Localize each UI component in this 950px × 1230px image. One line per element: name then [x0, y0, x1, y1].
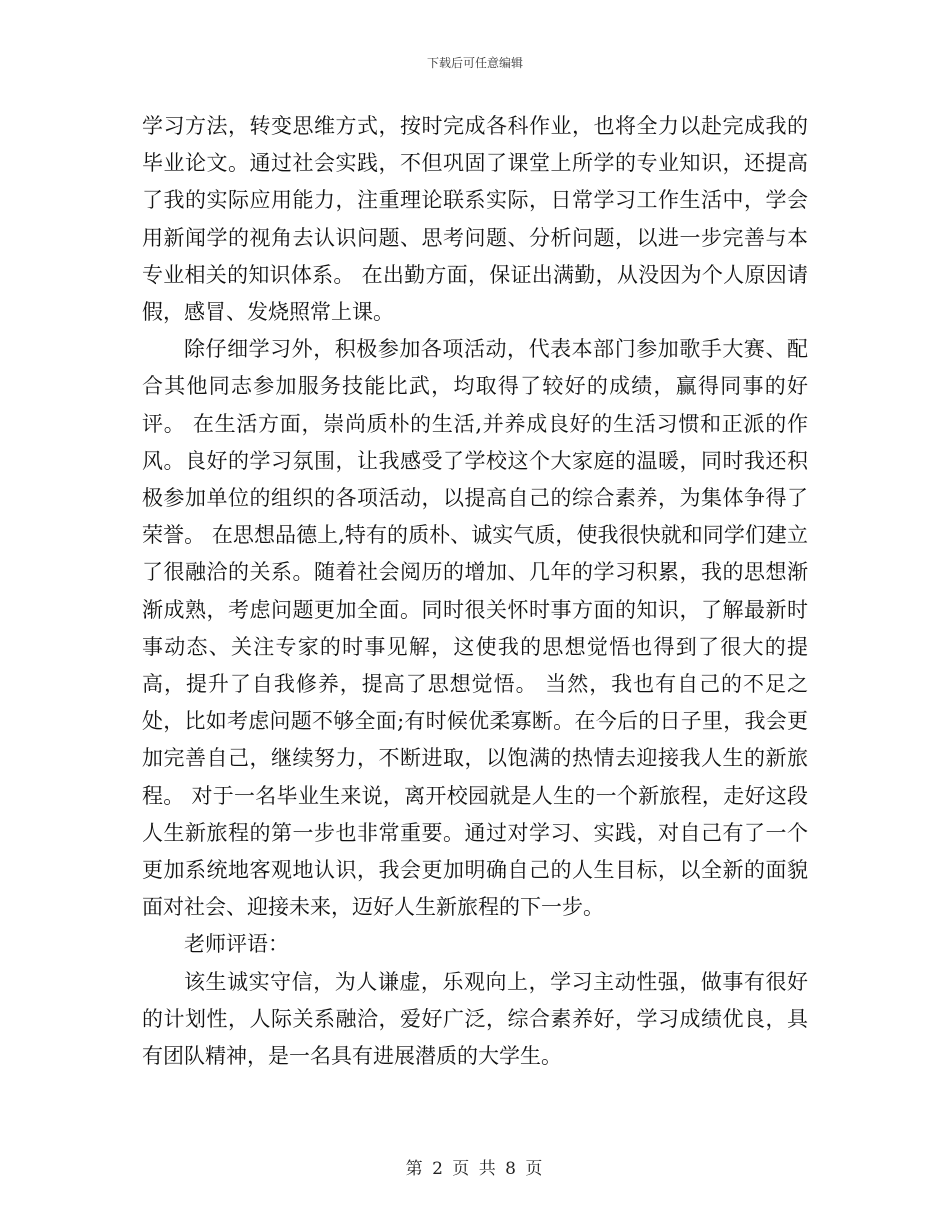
paragraph-study-continuation: 学习方法，转变思维方式，按时完成各科作业，也将全力以赴完成我的毕业论文。通过社会实践，不但巩固了课堂上所学的专业知识，还提高了我的实际应用能力，注重理论联系实际，日常学习工作生活中，学会用新闻学的视角去认识问题、思考问题、分析问题，以进一步完善与本专业相关的知识体系。 在出勤方面，保证出满勤，从没因为个人原因请假，感冒、发烧照常上课。	[142, 114, 808, 325]
page-number-footer: 第 2 页 共 8 页	[405, 1159, 545, 1179]
teacher-comment-text: 该生诚实守信，为人谦虚，乐观向上，学习主动性强，做事有很好的计划性，人际关系融洽，爱好广泛，综合素养好，学习成绩优良，具有团队精神，是一名具有进展潜质的大学生。	[142, 969, 808, 1069]
teacher-comment-heading: 老师评语：	[184, 932, 289, 957]
page-header-note: 下载后可任意编辑	[426, 56, 523, 70]
document-body	[142, 108, 808, 1075]
paragraph-activities-life-thought: 除仔细学习外，积极参加各项活动，代表本部门参加歌手大赛、配合其他同志参加服务技能比武，均取得了较好的成绩，赢得同事的好评。 在生活方面，崇尚质朴的生活,并养成良好的生活习惯和正派的作风。良好的学习氛围，让我感受了学校这个大家庭的温暖，同时我还积极参加单位的组织的各项活动，以提高自己的综合素养，为集体争得了荣誉。 在思想品德上,特有的质朴、诚实气质，使我很快就和同学们建立了很融洽的关系。随着社会阅历的增加、几年的学习积累，我的思想渐渐成熟，考虑问题更加全面。同时很关怀时事方面的知识，了解最新时事动态、关注专家的时事见解，这使我的思想觉悟也得到了很大的提高，提升了自我修养，提高了思想觉悟。 当然，我也有自己的不足之处，比如考虑问题不够全面;有时候优柔寡断。在今后的日子里，我会更加完善自己，继续努力，不断进取，以饱满的热情去迎接我人生的新旅程。 对于一名毕业生来说，离开校园就是人生的一个新旅程，走好这段人生新旅程的第一步也非常重要。通过对学习、实践，对自己有了一个更加系统地客观地认识，我会更加明确自己的人生目标，以全新的面貌面对社会、迎接未来，迈好人生新旅程的下一步。	[142, 337, 808, 920]
